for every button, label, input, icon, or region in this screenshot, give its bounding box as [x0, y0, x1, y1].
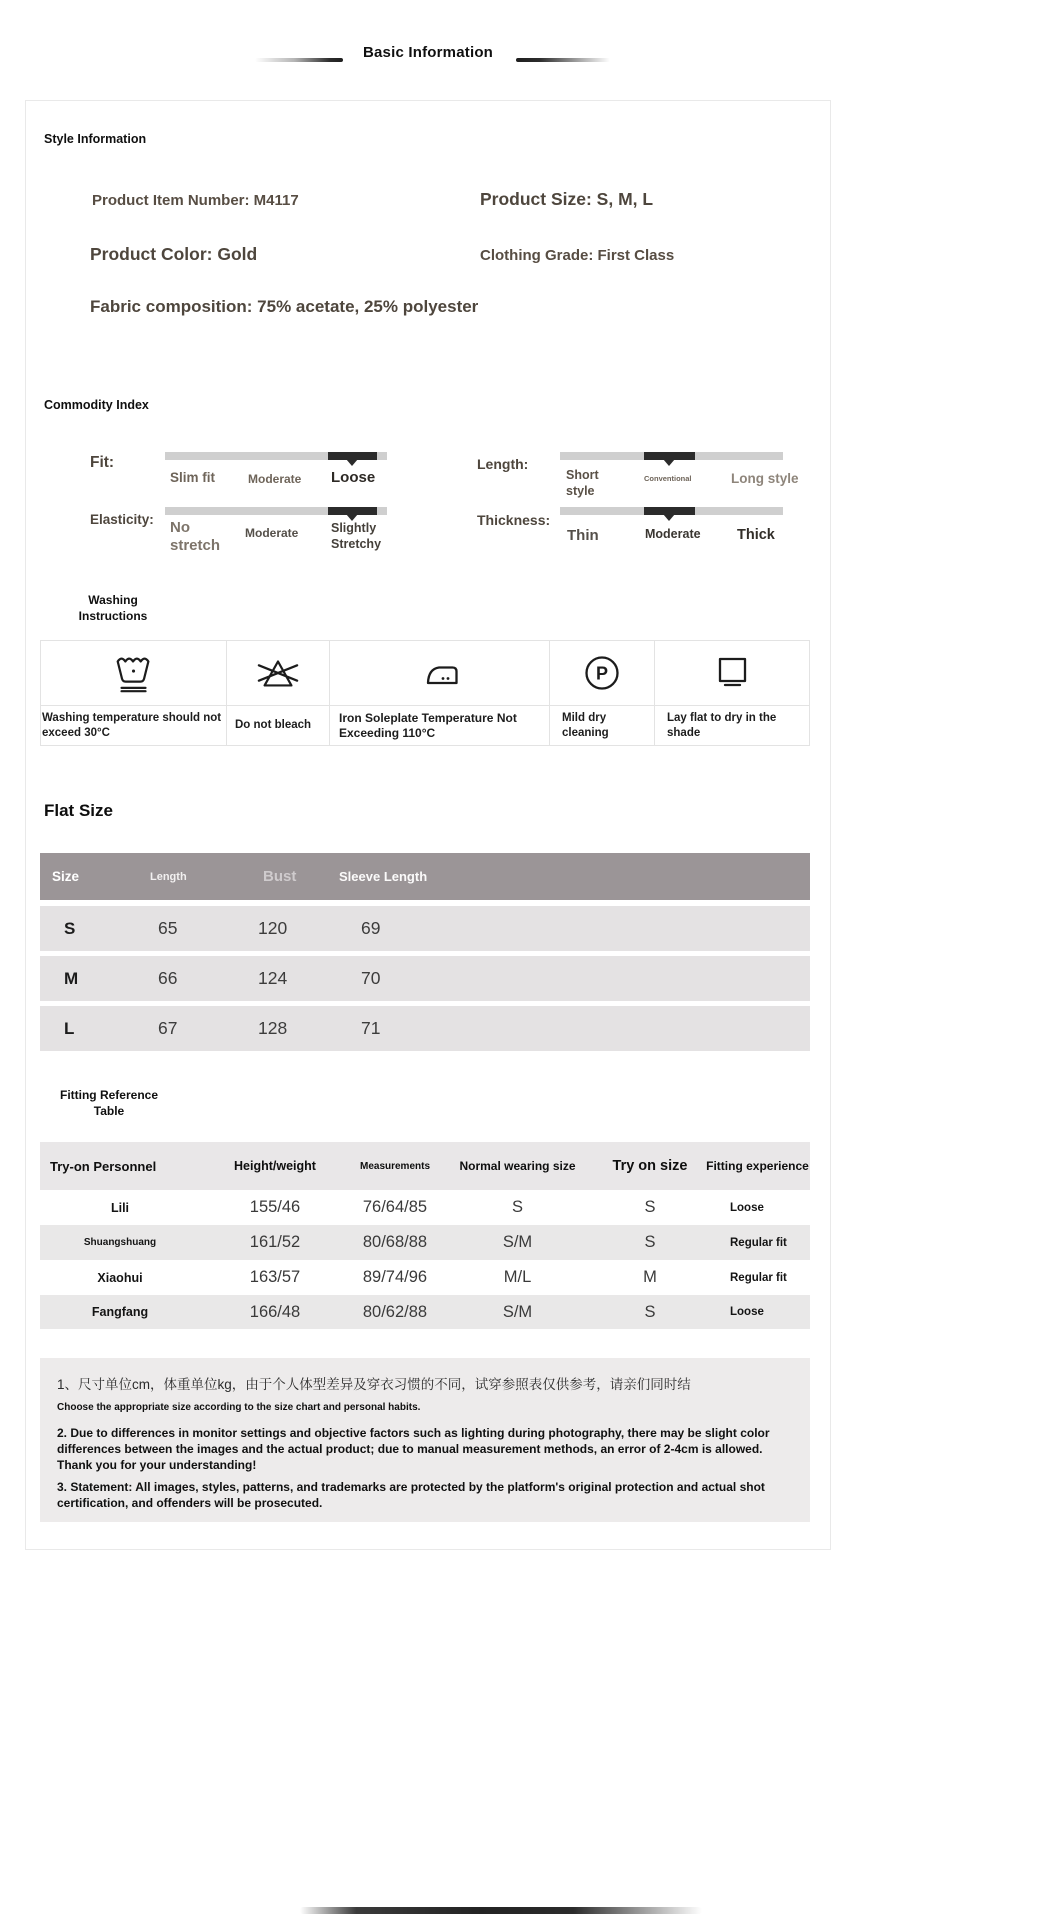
- personnel-cell: Xiaohui: [97, 1270, 143, 1285]
- fitting-col-try-size: Try on size: [612, 1158, 688, 1174]
- length-option-long: Long style: [731, 471, 799, 486]
- experience-cell: Loose: [730, 1201, 764, 1214]
- fitting-col-experience: Fitting experience: [706, 1159, 809, 1173]
- fitting-col-personnel: Try-on Personnel: [50, 1158, 157, 1174]
- height-weight-cell: 166/48: [249, 1302, 301, 1321]
- length-cell: 65: [158, 918, 178, 938]
- washing-label-flat-dry: Lay flat to dry in the shade: [654, 705, 810, 746]
- measurements-cell: 76/64/85: [362, 1198, 428, 1216]
- commodity-index-heading: Commodity Index: [44, 398, 149, 412]
- try-size-cell: S: [644, 1233, 656, 1251]
- fabric-composition: Fabric composition: 75% acetate, 25% polyester: [90, 297, 479, 316]
- sleeve-cell: 70: [361, 968, 381, 988]
- product-info-card: [25, 100, 831, 1550]
- table-row: [40, 906, 810, 951]
- elasticity-slider: [165, 507, 387, 515]
- sleeve-cell: 71: [361, 1018, 381, 1038]
- fitting-col-height-weight: Height/weight: [234, 1159, 316, 1173]
- length-slider-label: Length:: [477, 456, 529, 472]
- flat-dry-icon: [654, 640, 810, 705]
- fit-option-loose: Loose: [331, 469, 376, 486]
- personnel-cell: Shuangshuang: [83, 1237, 157, 1248]
- table-row: [40, 1225, 810, 1260]
- svg-text:P: P: [595, 663, 609, 684]
- page-title: Basic Information: [362, 44, 494, 61]
- height-weight-cell: 163/57: [249, 1268, 301, 1286]
- clothing-grade: Clothing Grade: First Class: [480, 247, 675, 264]
- measurements-cell: 89/74/96: [362, 1268, 428, 1286]
- fit-slider: [165, 452, 387, 460]
- personnel-cell: Fangfang: [91, 1305, 149, 1319]
- table-row: [40, 1260, 810, 1295]
- table-row: [40, 1295, 810, 1329]
- length-cell: 67: [158, 1018, 178, 1038]
- measurements-cell: 80/68/88: [362, 1233, 428, 1251]
- size-cell: L: [64, 1018, 75, 1038]
- height-weight-cell: 161/52: [249, 1233, 301, 1251]
- fitting-header-row: [40, 1142, 810, 1190]
- divider-line-left-icon: [255, 58, 343, 62]
- dry-clean-p-icon: [549, 640, 654, 705]
- try-size-cell: S: [644, 1198, 656, 1216]
- style-information-heading: Style Information: [44, 132, 147, 146]
- table-row: [40, 1006, 810, 1051]
- table-row: [40, 1190, 810, 1225]
- fitting-col-normal-size: Normal wearing size: [459, 1159, 576, 1173]
- normal-size-cell: S: [511, 1198, 523, 1216]
- flat-size-col-sleeve: Sleeve Length: [339, 869, 428, 884]
- divider-line-right-icon: [516, 58, 610, 62]
- note-statement: 3. Statement: All images, styles, patterns, and trademarks are protected by the platform's original protection and actual shot certification, and offenders will be prosecuted.: [57, 1480, 765, 1511]
- thickness-option-thick: Thick: [737, 527, 775, 543]
- sleeve-cell: 69: [361, 918, 381, 938]
- length-cell: 66: [158, 968, 178, 988]
- thickness-option-thin: Thin: [567, 527, 599, 544]
- length-slider: [560, 452, 783, 460]
- length-slider-marker-icon: [663, 459, 675, 466]
- table-row: [40, 956, 810, 1001]
- note-choose-size: Choose the appropriate size according to the size chart and personal habits.: [57, 1402, 421, 1413]
- flat-size-col-bust: Bust: [263, 868, 297, 885]
- washing-instructions-heading: Washing Instructions: [78, 593, 148, 623]
- iron-icon: [329, 640, 549, 705]
- height-weight-cell: 155/46: [249, 1198, 301, 1216]
- product-color: Product Color: Gold: [90, 244, 258, 264]
- thickness-slider-label: Thickness:: [477, 512, 551, 528]
- elasticity-slider-label: Elasticity:: [90, 512, 154, 527]
- flat-size-col-length: Length: [150, 870, 187, 883]
- flat-size-col-size: Size: [52, 869, 80, 884]
- thickness-slider: [560, 507, 783, 515]
- bust-cell: 128: [258, 1018, 288, 1038]
- washing-instructions-table: [40, 640, 810, 746]
- size-cell: M: [64, 968, 79, 988]
- elasticity-option-moderate: Moderate: [245, 526, 299, 540]
- length-option-conventional: Conventional: [644, 474, 692, 483]
- size-cell: S: [64, 918, 76, 938]
- wash-basin-30-icon: [40, 640, 226, 705]
- fit-slider-label: Fit:: [90, 454, 115, 471]
- experience-cell: Regular fit: [730, 1271, 787, 1284]
- bust-cell: 124: [258, 968, 288, 988]
- notes-box: [40, 1358, 810, 1522]
- thickness-option-moderate: Moderate: [645, 527, 701, 541]
- experience-cell: Regular fit: [730, 1236, 787, 1249]
- try-size-cell: M: [643, 1268, 657, 1286]
- normal-size-cell: M/L: [503, 1268, 532, 1286]
- fit-option-slim: Slim fit: [170, 470, 216, 485]
- flat-size-heading: Flat Size: [44, 801, 113, 820]
- product-item-number: Product Item Number: M4117: [92, 192, 299, 209]
- note-color-difference: 2. Due to differences in monitor settings and objective factors such as lighting during photography, there may be slight color differences between the images and the actual product; due to manual measurement methods, an error of 2-4cm is allowed. Thank you for your understanding!: [57, 1426, 770, 1472]
- fitting-reference-heading: Fitting Reference Table: [59, 1088, 158, 1118]
- measurements-cell: 80/62/88: [362, 1302, 428, 1321]
- normal-size-cell: S/M: [502, 1233, 533, 1251]
- elasticity-slider-marker-icon: [346, 514, 358, 521]
- bust-cell: 120: [258, 918, 288, 938]
- washing-label-dry-clean: Mild dry cleaning: [549, 705, 654, 746]
- fit-option-moderate: Moderate: [248, 472, 302, 486]
- normal-size-cell: S/M: [502, 1302, 533, 1321]
- washing-label-iron: Iron Soleplate Temperature Not Exceeding 110°C: [329, 705, 549, 746]
- product-size: Product Size: S, M, L: [480, 189, 654, 209]
- elasticity-option-slightly-stretchy: Slightly Stretchy: [331, 521, 382, 551]
- elasticity-option-no-stretch: No stretch: [170, 519, 221, 554]
- thickness-slider-marker-icon: [663, 514, 675, 521]
- bottom-divider-line-icon: [300, 1907, 702, 1914]
- do-not-bleach-icon: [226, 640, 329, 705]
- note-size-units-zh: 1、尺寸单位cm，体重单位kg，由于个人体型差异及穿衣习惯的不同，试穿参照表仅供参考，请亲们同时结: [57, 1377, 691, 1392]
- personnel-cell: Lili: [110, 1200, 130, 1215]
- length-option-short: Short style: [566, 468, 599, 498]
- washing-label-temperature: Washing temperature should not exceed 30°C: [40, 705, 226, 746]
- try-size-cell: S: [644, 1302, 656, 1321]
- experience-cell: Loose: [730, 1306, 764, 1318]
- flat-size-header-row: [40, 853, 810, 900]
- fitting-col-measurements: Measurements: [359, 1160, 431, 1172]
- washing-label-no-bleach: Do not bleach: [226, 705, 329, 746]
- fit-slider-marker-icon: [346, 459, 358, 466]
